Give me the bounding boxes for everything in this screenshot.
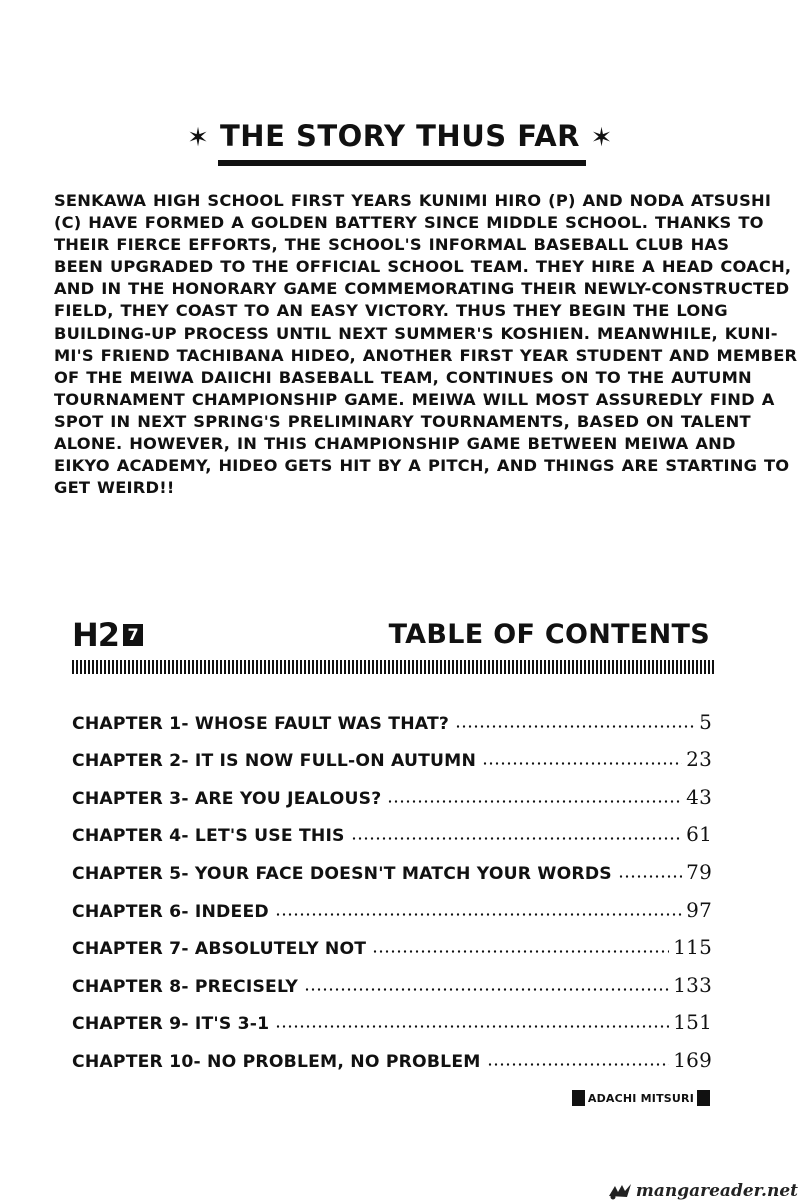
chapter-page-number: 169 (673, 1047, 712, 1072)
toc-row (72, 734, 712, 772)
dot-leader (482, 762, 682, 765)
chapter-title: CHAPTER 9- IT'S 3-1 (72, 1014, 270, 1035)
chapter-page-number: 115 (673, 935, 712, 960)
story-title (0, 116, 800, 158)
story-title-underline (218, 160, 586, 166)
dot-leader (487, 1063, 670, 1066)
series-name: H2 (72, 616, 120, 654)
chapter-title: CHAPTER 5- YOUR FACE DOESN'T MATCH YOUR WORDS (72, 863, 612, 884)
toc-divider (72, 660, 714, 674)
toc-row (72, 1034, 712, 1072)
toc-row (72, 922, 712, 960)
story-summary (54, 190, 798, 499)
story-line: OF THE MEIWA DAIICHI BASEBALL TEAM, CONTINUES ON TO THE AUTUMN (54, 367, 752, 387)
dot-leader (275, 1025, 669, 1028)
dot-leader (351, 837, 683, 840)
chapter-page-number: 133 (673, 972, 712, 997)
toc-row (72, 809, 712, 847)
story-line: FIELD, THEY COAST TO AN EASY VICTORY. THUS THEY BEGIN THE LONG (54, 301, 728, 321)
story-line: ALONE. HOWEVER, IN THIS CHAMPIONSHIP GAME BETWEEN MEIWA AND (54, 434, 736, 454)
dot-leader (387, 800, 682, 803)
watermark-text: mangareader.net (635, 1181, 798, 1201)
story-line: SPOT IN NEXT SPRING'S PRELIMINARY TOURNAMENTS, BASED ON TALENT (54, 411, 751, 431)
chapter-title: CHAPTER 10- NO PROBLEM, NO PROBLEM (72, 1051, 481, 1072)
chapter-page-number: 97 (686, 897, 712, 922)
dot-leader (275, 913, 682, 916)
toc-row (72, 884, 712, 922)
chapter-page-number: 61 (686, 822, 712, 847)
chapter-page-number: 151 (673, 1010, 712, 1035)
chapter-page-number: 79 (686, 859, 712, 884)
chapter-page-number: 43 (686, 784, 712, 809)
story-line: BEEN UPGRADED TO THE OFFICIAL SCHOOL TEAM. THEY HIRE A HEAD COACH, (54, 257, 792, 277)
volume-number: 7 (123, 624, 143, 646)
story-line: SENKAWA HIGH SCHOOL FIRST YEARS KUNIMI HIRO (P) AND NODA ATSUSHI (54, 191, 772, 210)
chapter-title: CHAPTER 8- PRECISELY (72, 976, 299, 997)
dot-leader (455, 725, 695, 728)
toc-row (72, 997, 712, 1035)
chapter-title: CHAPTER 3- ARE YOU JEALOUS? (72, 788, 382, 809)
toc-title: TABLE OF CONTENTS (388, 619, 710, 650)
author-tag (572, 1089, 710, 1107)
dot-leader (618, 875, 682, 878)
story-line: BUILDING-UP PROCESS UNTIL NEXT SUMMER'S KOSHIEN. MEANWHILE, KUNI- (54, 323, 778, 343)
toc-row (72, 846, 712, 884)
story-line: EIKYO ACADEMY, HIDEO GETS HIT BY A PITCH, AND THINGS ARE STARTING TO (54, 456, 790, 476)
dot-leader (372, 950, 669, 953)
author-block-left (572, 1090, 585, 1106)
toc-row (72, 696, 712, 734)
story-line: THEIR FIERCE EFFORTS, THE SCHOOL'S INFORMAL BASEBALL CLUB HAS (54, 235, 730, 255)
story-title-text: THE STORY THUS FAR (220, 119, 580, 153)
chapter-title: CHAPTER 7- ABSOLUTELY NOT (72, 939, 367, 960)
star-icon: ✶ (187, 123, 210, 153)
story-line: TOURNAMENT CHAMPIONSHIP GAME. MEIWA WILL MOST ASSUREDLY FIND A (54, 389, 775, 409)
story-line: AND IN THE HONORARY GAME COMMEMORATING THEIR NEWLY-CONSTRUCTED (54, 279, 790, 299)
chapter-title: CHAPTER 1- WHOSE FAULT WAS THAT? (72, 713, 450, 734)
star-icon: ✶ (590, 123, 613, 153)
toc-list (72, 696, 712, 1072)
watermark (607, 1180, 798, 1202)
chapter-page-number: 5 (699, 709, 712, 734)
story-line: GET WEIRD!! (54, 478, 175, 498)
mangareader-logo-icon (607, 1182, 633, 1200)
author-name: ADACHI MITSURI (587, 1091, 694, 1105)
story-line: (C) HAVE FORMED A GOLDEN BATTERY SINCE MIDDLE SCHOOL. THANKS TO (54, 213, 764, 233)
author-block-right (697, 1090, 710, 1106)
toc-row (72, 959, 712, 997)
story-line: MI'S FRIEND TACHIBANA HIDEO, ANOTHER FIRST YEAR STUDENT AND MEMBER (54, 345, 798, 365)
series-logo (72, 616, 143, 654)
chapter-title: CHAPTER 2- IT IS NOW FULL-ON AUTUMN (72, 751, 477, 772)
toc-row (72, 771, 712, 809)
dot-leader (304, 988, 669, 991)
chapter-title: CHAPTER 6- INDEED (72, 901, 269, 922)
chapter-title: CHAPTER 4- LET'S USE THIS (72, 826, 345, 847)
chapter-page-number: 23 (686, 747, 712, 772)
